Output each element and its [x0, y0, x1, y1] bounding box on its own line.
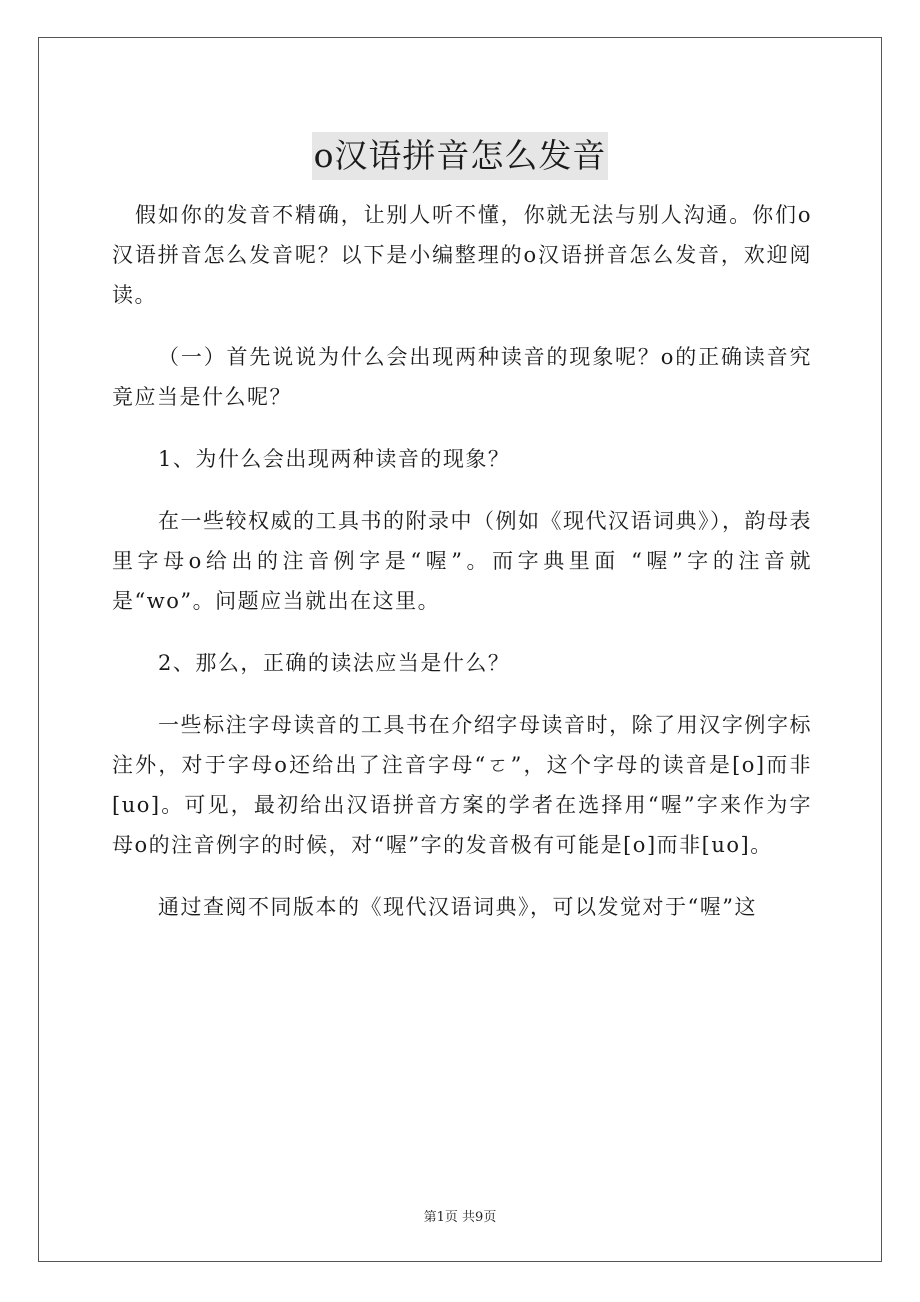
paragraph-answer-2: 一些标注字母读音的工具书在介绍字母读音时，除了用汉字例字标注外，对于字母o还给出了注音字母“ㄛ”，这个字母的读音是[o]而非[uo]。可见，最初给出汉语拼音方案的学者在选择用“喔”字来作为字母o的注音例字的时候，对“喔”字的发音极有可能是[o]而非[uo]。 [112, 713, 812, 857]
paragraph-question-2: 2、那么，正确的读法应当是什么？ [158, 651, 511, 675]
page-footer: 第1页 共9页 [423, 1210, 497, 1225]
document-body [112, 195, 812, 949]
paragraph-answer-1: 在一些较权威的工具书的附录中（例如《现代汉语词典》），韵母表里字母o给出的注音例字是“喔”。而字典里面 “喔”字的注音就是“wo”。问题应当就出在这里。 [112, 509, 812, 613]
paragraph-intro: 假如你的发音不精确，让别人听不懂，你就无法与别人沟通。你们o汉语拼音怎么发音呢？以下是小编整理的o汉语拼音怎么发音，欢迎阅读。 [112, 203, 812, 307]
paragraph-continued: 通过查阅不同版本的《现代汉语词典》，可以发觉对于“喔”这 [158, 895, 757, 919]
paragraph-question-1: 1、为什么会出现两种读音的现象？ [158, 447, 511, 471]
title-container [0, 110, 920, 202]
paragraph-section-heading: （一）首先说说为什么会出现两种读音的现象呢？o的正确读音究竟应当是什么呢？ [112, 345, 812, 409]
document-title: o汉语拼音怎么发音 [312, 132, 609, 180]
